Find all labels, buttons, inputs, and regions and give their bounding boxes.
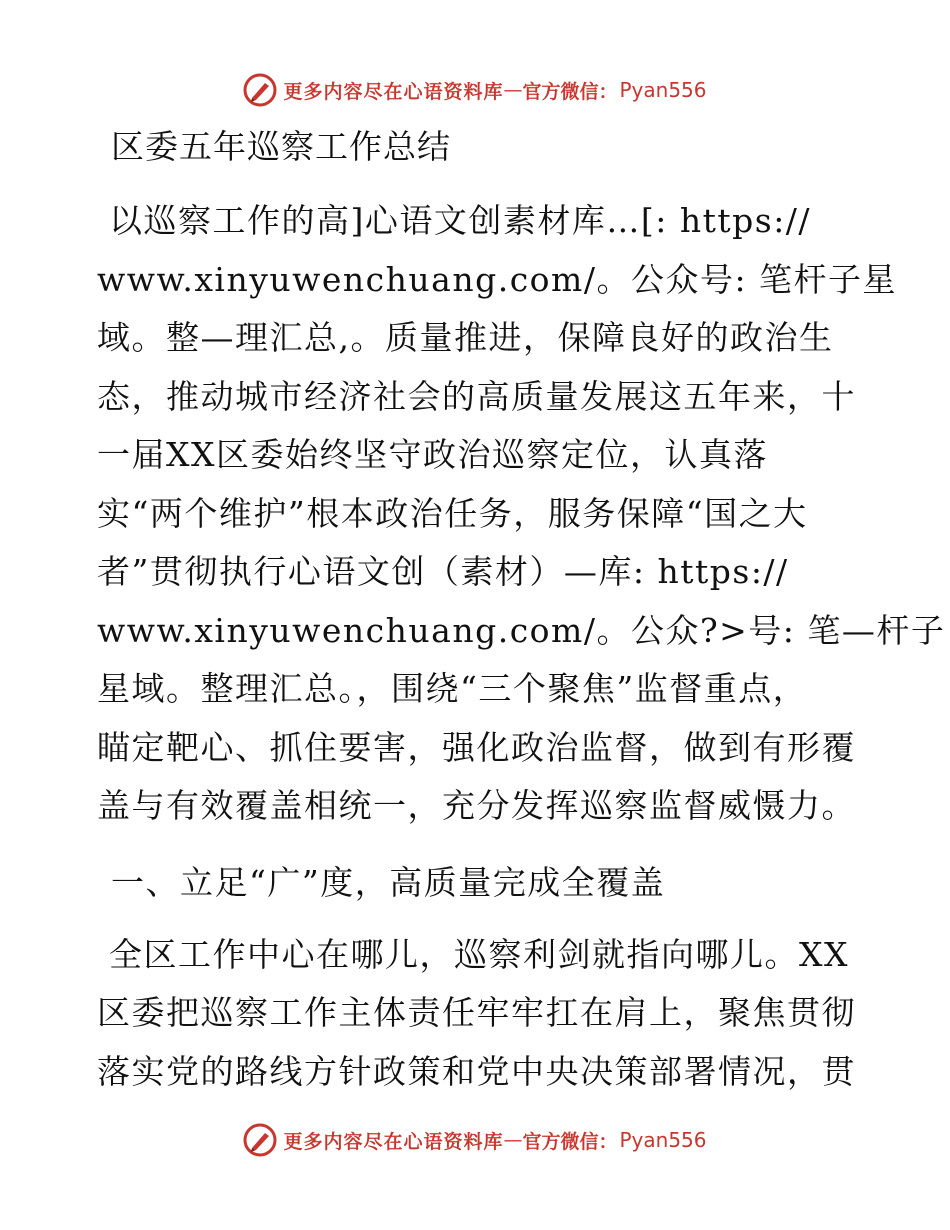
paragraph-line: 以巡察工作的高]心语文创素材库…[: https:// [109,201,812,240]
paragraph-line: www.xinyuwenchuang.com/。公众号: 笔杆子星 [97,259,898,299]
header-watermark [0,72,950,108]
paragraph-line: 态，推动城市经济社会的高质量发展这五年来，十 [97,376,856,416]
pen-logo-icon [243,1123,277,1157]
paragraph-line: 盖与有效覆盖相统一，充分发挥巡察监督威慑力。 [97,786,856,825]
paragraph-line: 全区工作中心在哪儿，巡察利剑就指向哪儿。XX [109,934,849,974]
section-heading-1: 一、立足“广”度，高质量完成全覆盖 [111,862,666,902]
paragraph-line: 瞄定靶心、抓住要害，强化政治监督，做到有形覆 [97,727,856,767]
watermark-official-label: 官方微信： [522,1130,618,1153]
document-body [97,118,946,1101]
watermark-dash: — [503,1129,523,1151]
watermark-official-label: 官方微信： [522,80,618,103]
pen-logo-icon [243,73,277,107]
document-title: 区委五年巡察工作总结 [111,127,451,166]
paragraph-line: 实“两个维护”根本政治任务，服务保障“国之大 [97,493,808,533]
paragraph-line: 星域。整理汇总。，围绕“三个聚焦”监督重点， [97,669,808,708]
paragraph-line: 域。整—理汇总,。质量推进，保障良好的政治生 [97,318,834,357]
paragraph-line: 者”贯彻执行心语文创（素材）—库: https:// [97,552,789,591]
paragraph-line: 一届XX区委始终坚守政治巡察定位，认真落 [97,435,768,474]
watermark-account: Pyan556 [619,1128,707,1152]
paragraph-line: 区委把巡察工作主体责任牢牢扛在肩上，聚焦贯彻 [97,993,856,1032]
paragraph-line: www.xinyuwenchuang.com/。公众?>号: 笔—杆子 [97,610,946,650]
footer-watermark [0,1122,950,1158]
watermark-dash: — [503,79,523,101]
watermark-text: 更多内容尽在心语资料库 [283,1130,504,1153]
paragraph-2 [97,926,857,1102]
watermark-text: 更多内容尽在心语资料库 [283,80,504,103]
watermark-account: Pyan556 [619,78,707,102]
paragraph-1 [97,192,946,836]
paragraph-line: 落实党的路线方针政策和党中央决策部署情况，贯 [97,1051,856,1091]
